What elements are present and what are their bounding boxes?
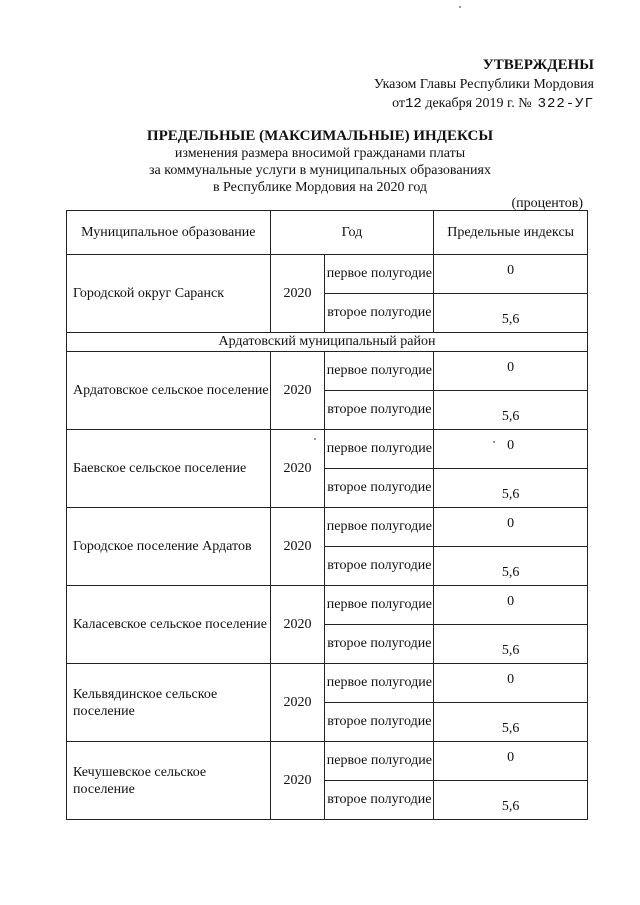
second-half-value: 5,6	[434, 391, 588, 430]
year-cell: 2020	[270, 586, 325, 664]
year-cell: 2020	[270, 255, 325, 333]
year-cell: 2020	[270, 742, 325, 820]
first-half-value: 0	[434, 255, 588, 294]
first-half-cell: первое полугодие	[325, 742, 434, 781]
second-half-cell: второе полугодие	[325, 294, 434, 333]
approval-heading: УТВЕРЖДЕНЫ	[482, 57, 594, 73]
date-prefix: от	[392, 96, 406, 111]
first-half-value: 0	[434, 742, 588, 781]
table-row	[67, 508, 588, 547]
second-half-cell: второе полугодие	[325, 391, 434, 430]
second-half-cell: второе полугодие	[325, 781, 434, 820]
table-row	[67, 664, 588, 703]
scan-speck	[314, 438, 316, 440]
first-half-cell: первое полугодие	[325, 664, 434, 703]
title-line-3: за коммунальные услуги в муниципальных образованиях	[149, 163, 491, 178]
table-row	[67, 742, 588, 781]
year-cell: 2020	[270, 352, 325, 430]
municipality-cell: Кельвядинское сельское поселение	[67, 664, 271, 742]
second-half-value: 5,6	[434, 625, 588, 664]
municipality-cell: Баевское сельское поселение	[67, 430, 271, 508]
second-half-value: 5,6	[434, 781, 588, 820]
unit-label: (процентов)	[511, 196, 583, 211]
first-half-cell: первое полугодие	[325, 430, 434, 469]
first-half-value: 0	[434, 430, 588, 469]
district-row	[67, 333, 588, 352]
first-half-value: 0	[434, 664, 588, 703]
table-header-row	[67, 211, 588, 255]
table-row	[67, 586, 588, 625]
approval-by-line: Указом Главы Республики Мордовия	[373, 77, 594, 92]
approval-date-line	[374, 94, 594, 114]
decree-number-handwritten: 322-УГ	[537, 96, 594, 112]
district-heading: Ардатовский муниципальный район	[67, 333, 588, 352]
first-half-cell: первое полугодие	[325, 508, 434, 547]
second-half-value: 5,6	[434, 469, 588, 508]
header-limit: Предельные индексы	[434, 211, 588, 255]
indices-table	[66, 210, 588, 820]
municipality-cell: Городское поселение Ардатов	[67, 508, 271, 586]
scan-speck	[459, 6, 461, 8]
first-half-cell: первое полугодие	[325, 352, 434, 391]
year-cell: 2020	[270, 430, 325, 508]
second-half-cell: второе полугодие	[325, 469, 434, 508]
header-municipality: Муниципальное образование	[67, 211, 271, 255]
first-half-value: 0	[434, 352, 588, 391]
table-row	[67, 255, 588, 294]
title-line-2: изменения размера вносимой гражданами платы	[174, 146, 466, 161]
second-half-cell: второе полугодие	[325, 625, 434, 664]
second-half-value: 5,6	[434, 703, 588, 742]
document-title	[0, 128, 640, 196]
title-line-4: в Республике Мордовия на 2020 год	[212, 180, 428, 195]
first-half-cell: первое полугодие	[325, 586, 434, 625]
first-half-value: 0	[434, 586, 588, 625]
date-handwritten: 12	[405, 96, 422, 112]
second-half-cell: второе полугодие	[325, 547, 434, 586]
first-half-value: 0	[434, 508, 588, 547]
year-cell: 2020	[270, 664, 325, 742]
table-row	[67, 352, 588, 391]
approval-block	[374, 56, 594, 114]
title-main: ПРЕДЕЛЬНЫЕ (МАКСИМАЛЬНЫЕ) ИНДЕКСЫ	[146, 128, 494, 144]
header-year: Год	[270, 211, 434, 255]
municipality-cell: Каласевское сельское поселение	[67, 586, 271, 664]
municipality-cell: Кечушевское сельское поселение	[67, 742, 271, 820]
year-cell: 2020	[270, 508, 325, 586]
scan-speck	[493, 441, 495, 443]
municipality-cell: Ардатовское сельское поселение	[67, 352, 271, 430]
second-half-value: 5,6	[434, 294, 588, 333]
first-half-cell: первое полугодие	[325, 255, 434, 294]
municipality-cell: Городской округ Саранск	[67, 255, 271, 333]
second-half-value: 5,6	[434, 547, 588, 586]
date-text: декабря 2019 г. №	[425, 96, 532, 111]
table-row	[67, 430, 588, 469]
second-half-cell: второе полугодие	[325, 703, 434, 742]
